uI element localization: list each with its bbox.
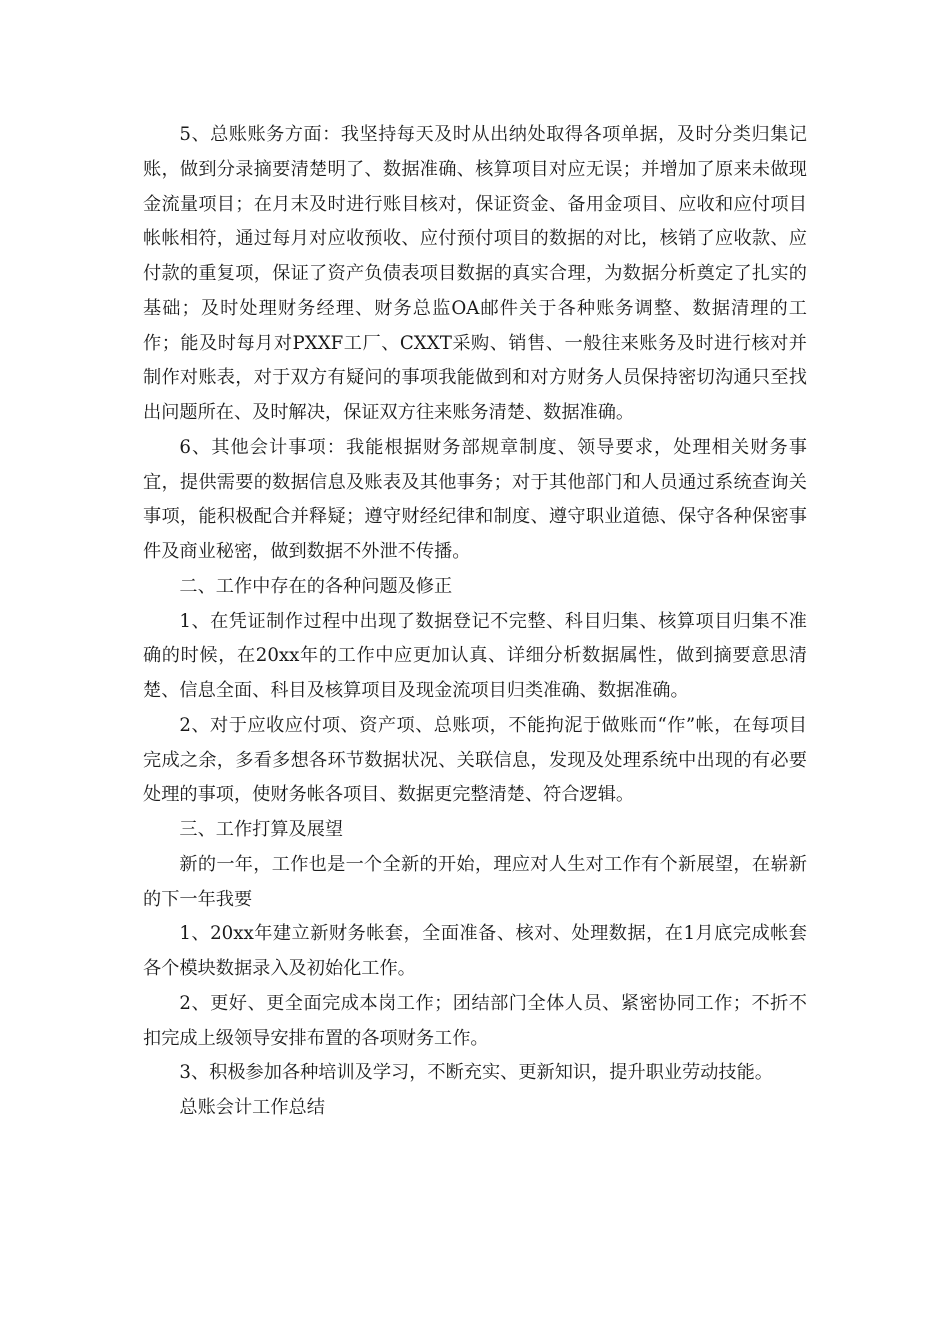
paragraph-other-accounting: 6、其他会计事项：我能根据财务部规章制度、领导要求，处理相关财务事宜，提供需要的数据信息及账表及其他事务；对于其他部门和人员通过系统查询关事项，能积极配合并释疑；遵守财经纪律和制度、遵守职业道德、保守各种保密事件及商业秘密，做到数据不外泄不传播。 xyxy=(143,436,807,562)
section-heading-problems: 二、工作中存在的各种问题及修正 xyxy=(179,575,453,597)
section-heading-plans: 三、工作打算及展望 xyxy=(179,819,344,840)
paragraph-problem-2: 2、对于应收应付项、资产项、总账项，不能拘泥于做账而“作”帐，在每项目完成之余，多看多想各环节数据状况、关联信息，发现及处理系统中出现的有必要处理的事项，使财务帐各项目、数据更完整清楚、符合逻辑。 xyxy=(143,714,807,806)
paragraph-plans-intro: 新的一年，工作也是一个全新的开始，理应对人生对工作有个新展望，在崭新的下一年我要 xyxy=(143,853,807,910)
paragraph-plan-2: 2、更好、更全面完成本岗工作；团结部门全体人员、紧密协同工作；不折不扣完成上级领导安排布置的各项财务工作。 xyxy=(143,992,807,1049)
paragraph-problem-1: 1、在凭证制作过程中出现了数据登记不完整、科目归集、核算项目归集不准确的时候，在20xx年的工作中应更加认真、详细分析数据属性，做到摘要意思清楚、信息全面、科目及核算项目及现金流项目归类准确、数据准确。 xyxy=(143,610,807,701)
next-document-title: 总账会计工作总结 xyxy=(179,1097,325,1118)
paragraph-plan-1: 1、20xx年建立新财务帐套，全面准备、核对、处理数据，在1月底完成帐套各个模块数据录入及初始化工作。 xyxy=(143,923,807,979)
document-body xyxy=(143,118,807,1126)
paragraph-plan-3: 3、积极参加各种培训及学习，不断充实、更新知识，提升职业劳动技能。 xyxy=(179,1062,773,1084)
paragraph-general-ledger: 5、总账账务方面：我坚持每天及时从出纳处取得各项单据，及时分类归集记账，做到分录摘要清楚明了、数据准确、核算项目对应无误；并增加了原来未做现金流量项目；在月末及时进行账目核对，保证资金、备用金项目、应收和应付项目帐帐相符，通过每月对应收预收、应付预付项目的数据的对比，核销了应收款、应付款的重复项，保证了资产负债表项目数据的真实合理，为数据分析奠定了扎实的基础；及时处理财务经理、财务总监OA邮件关于各种账务调整、数据清理的工作；能及时每月对PXXF工厂、CXXT采购、销售、一般往来账务及时进行核对并制作对账表，对于双方有疑问的事项我能做到和对方财务人员保持密切沟通只至找出问题所在、及时解决，保证双方往来账务清楚、数据准确。 xyxy=(143,124,807,423)
